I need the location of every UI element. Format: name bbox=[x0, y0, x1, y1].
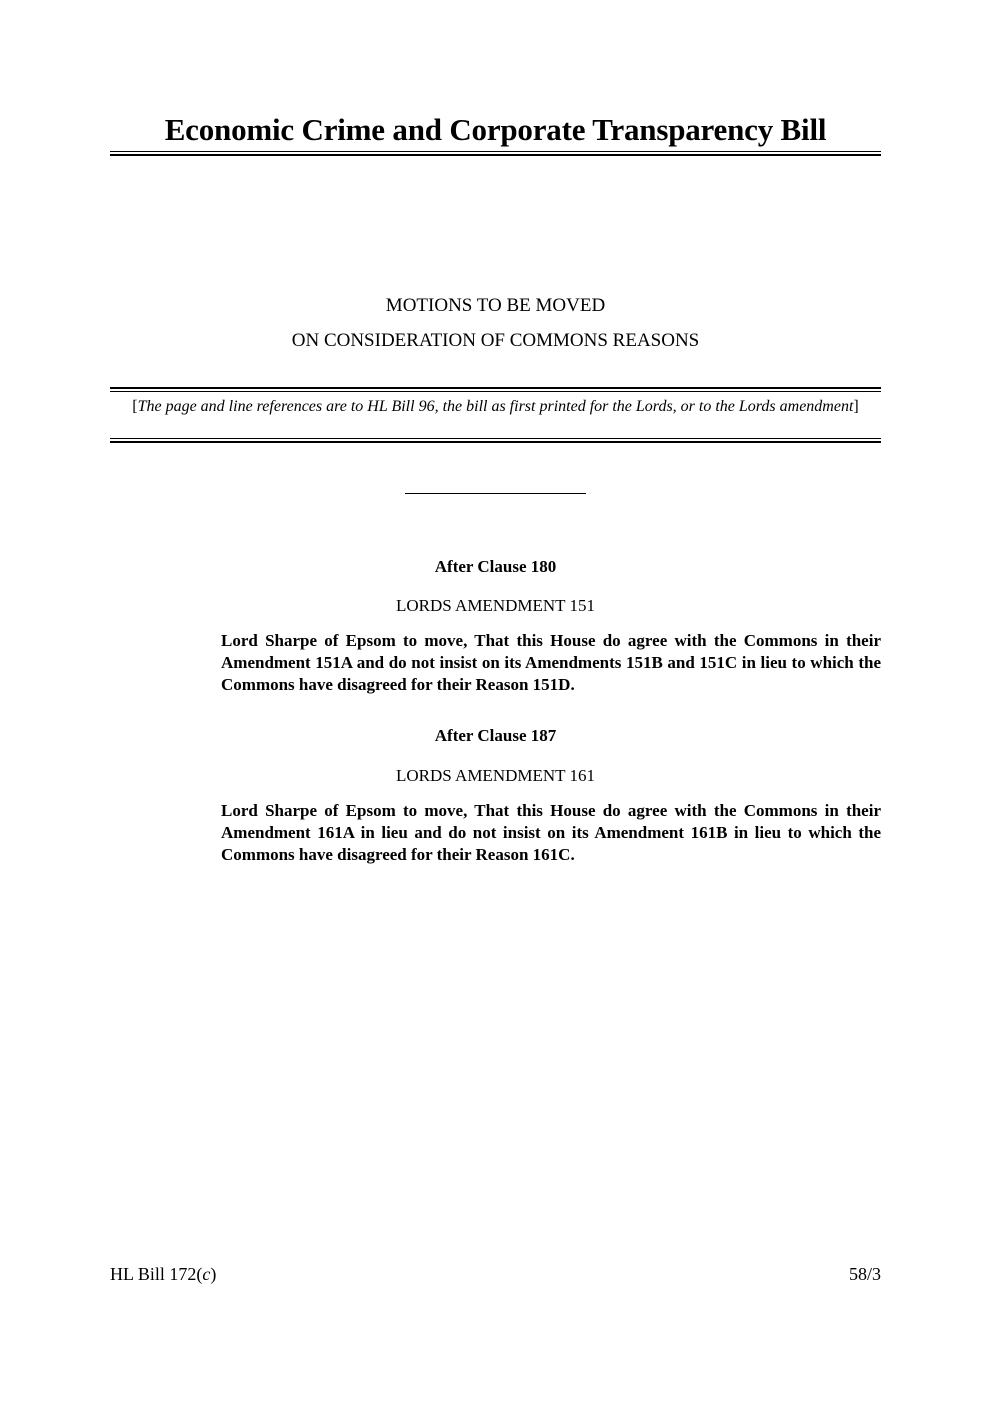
bill-number-close: ) bbox=[210, 1264, 217, 1284]
bill-number-suffix: c bbox=[202, 1264, 211, 1284]
note-rule-top-thick bbox=[110, 387, 881, 389]
note-rule-top-thin bbox=[110, 391, 881, 392]
close-bracket: ] bbox=[853, 398, 859, 415]
amendment-heading-161: LORDS AMENDMENT 161 bbox=[396, 766, 595, 785]
title-rule-thin bbox=[110, 151, 881, 152]
amendment-heading-151: LORDS AMENDMENT 151 bbox=[396, 596, 595, 615]
clause-heading-180: After Clause 180 bbox=[434, 557, 557, 576]
title-rule-thick bbox=[110, 154, 881, 156]
bill-number-prefix: HL Bill 172( bbox=[110, 1264, 203, 1284]
page-reference: 58/3 bbox=[848, 1264, 881, 1284]
reference-note bbox=[110, 397, 881, 416]
bill-title: Economic Crime and Corporate Transparency Bill bbox=[164, 112, 827, 147]
reference-note-text: The page and line references are to HL Bill 96, the bill as first printed for the Lords, or to the Lords amendment bbox=[137, 398, 854, 415]
note-rule-bottom-thick bbox=[110, 441, 881, 443]
note-rule-bottom-thin bbox=[110, 438, 881, 439]
consideration-heading: ON CONSIDERATION OF COMMONS REASONS bbox=[291, 330, 700, 351]
clause-heading-187: After Clause 187 bbox=[434, 726, 557, 745]
bill-number bbox=[110, 1263, 216, 1285]
motion-151: Lord Sharpe of Epsom to move, That this House do agree with the Commons in their Amendment 151A and do not insist on its Amendments 151B and 151C in lieu to which the Commons have disagreed for their Reason 151D. bbox=[221, 631, 881, 694]
motions-heading: MOTIONS TO BE MOVED bbox=[385, 295, 606, 316]
open-bracket: [ bbox=[132, 398, 138, 415]
motion-161: Lord Sharpe of Epsom to move, That this House do agree with the Commons in their Amendment 161A in lieu and do not insist on its Amendment 161B in lieu to which the Commons have disagreed for their Reason 161C. bbox=[221, 801, 881, 864]
section-divider bbox=[405, 493, 586, 494]
